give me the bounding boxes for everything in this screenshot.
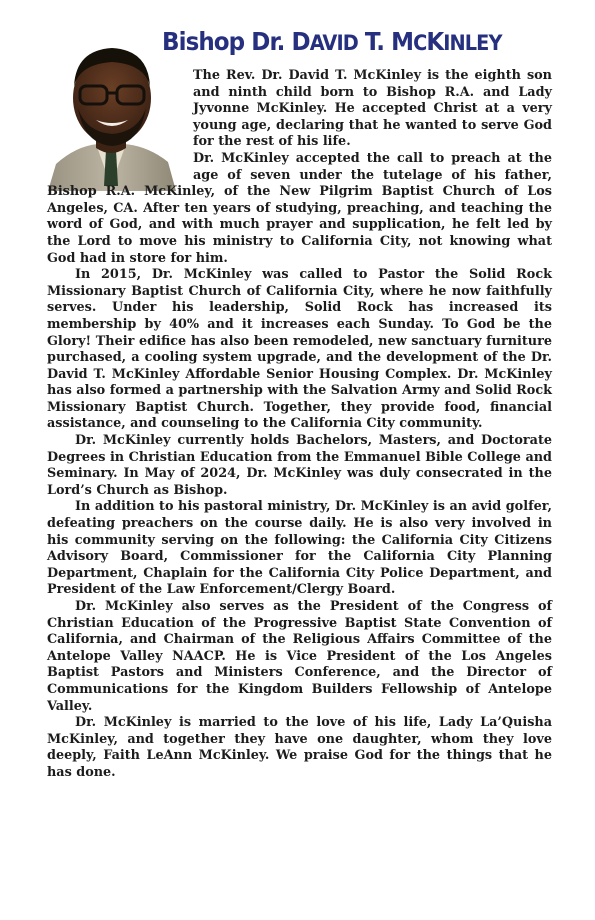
title-mid: T. M <box>357 27 414 56</box>
title-prefix: Bishop Dr. D <box>162 27 310 56</box>
page-title <box>162 25 502 60</box>
title-small-caps-2: INLEY <box>443 31 502 55</box>
bio-paragraph-3: In 2015, Dr. McKinley was called to Pastor the Solid Rock Missionary Baptist Church of California City, where he now faithfully serves. Under his leadership, Solid Rock has increased its membership by 40% and it increases each Sunday. To God be the Glory! Their edifice has also been remodeled, new sanctuary furniture purchased, a cooling system upgrade, and the development of the Dr. David T. McKinley Affordable Senior Housing Complex. Dr. McKinley has also formed a partnership with the Salvation Army and Solid Rock Missionary Baptist Church. Together, they provide food, financial assistance, and counseling to the California City community. <box>47 267 552 432</box>
bio-paragraph-6: Dr. McKinley also serves as the President of the Congress of Christian Education of the Progressive Baptist State Convention of California, and Chairman of the Religious Affairs Committee of the Antelope Valley NAACP. He is Vice President of the Los Angeles Baptist Pastors and Ministers Conference, and the Director of Communications for the Kingdom Builders Fellowship of Antelope Valley. <box>47 599 552 714</box>
title-k: K <box>426 27 444 56</box>
bio-paragraph-4: Dr. McKinley currently holds Bachelors, Masters, and Doctorate Degrees in Christian Education from the Emmanuel Bible College and Seminary. In May of 2024, Dr. McKinley was duly consecrated in the Lord’s Church as Bishop. <box>47 433 552 498</box>
title-small-caps-1: AVID <box>309 31 358 55</box>
bio-paragraph-5: In addition to his pastoral ministry, Dr. McKinley is an avid golfer, defeating preachers on the course daily. He is also very involved in his community serving on the following: the California City Citizens Advisory Board, Commissioner for the California City Planning Department, Chaplain for the California City Police Department, and President of the Law Enforcement/Clergy Board. <box>47 499 552 598</box>
title-small-c: C <box>413 31 427 55</box>
biography-text <box>47 68 552 782</box>
bio-paragraph-1: The Rev. Dr. David T. McKinley is the eighth son and ninth child born to Bishop R.A. and Lady Jyvonne McKinley. He accepted Christ at a very young age, declaring that he wanted to serve God for the rest of his life. <box>193 68 552 150</box>
bio-paragraph-2: Dr. McKinley accepted the call to preach at the age of seven under the tutelage of his father, Bishop R.A. McKinley, of the New Pilgrim Baptist Church of Los Angeles, CA. After ten years of studying, preaching, and teaching the word of God, and with much prayer and supplication, he felt led by the Lord to move his ministry to California City, not knowing what God had in store for him. <box>47 150 552 266</box>
bio-paragraph-7: Dr. McKinley is married to the love of his life, Lady La’Quisha McKinley, and together they have one daughter, whom they love deeply, Faith LeAnn McKinley. We praise God for the things that he has done. <box>47 715 552 780</box>
photo-text-wrap-spacer <box>47 68 193 184</box>
